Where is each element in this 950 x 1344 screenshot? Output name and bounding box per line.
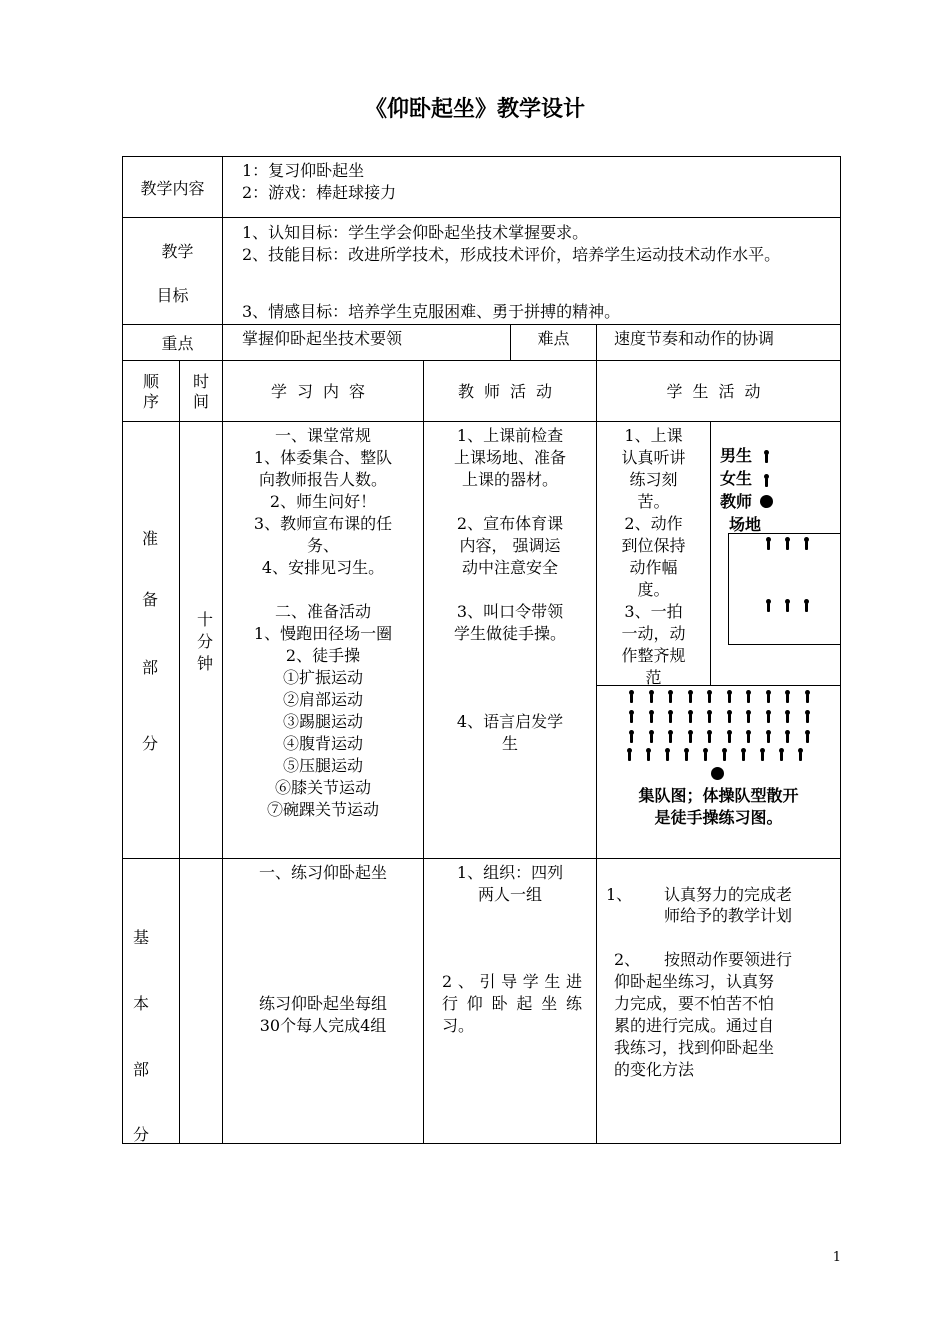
header-study: 学习内容 <box>270 382 375 401</box>
basic-teacher-organize: 1、组织：四列 两人一组 <box>456 863 564 904</box>
legend-field: 场地 <box>729 515 762 534</box>
basic-student-item2-line1: 按照动作要领进行 <box>664 950 793 969</box>
formation-caption: 集队图；体操队型散开 是徒手操练习图。 <box>638 786 799 827</box>
prep-study-content: 一、课堂常规 1、体委集合、整队 向教师报告人数。 2、师生问好！ 3、教师宣布课的任 务、 4、安排见习生。 二、准备活动 1、慢跑田径场一圈 2、徒手操 ①扩振运动 ②肩部运动 ③踢腿运动 ④腹背运动 ⑤压腿运动 ⑥膝关节运动 ⑦碗踝关节运动 <box>253 426 393 819</box>
basic-section-char: 分 <box>133 1125 150 1144</box>
header-time: 时 间 <box>192 372 209 411</box>
goal-item-2: 2、技能目标：改进所学技术，形成技术评价，培养学生运动技术动作水平。 <box>242 245 781 264</box>
difficulty-label: 难点 <box>537 329 570 348</box>
goal-item-1: 1、认知目标：学生学会仰卧起坐技术掌握要求。 <box>242 223 589 242</box>
prep-teacher-activity: 1、上课前检查 上课场地、准备 上课的器材。 2、宣布体育课 内容， 强调运 动中注意安全 3、叫口令带领 学生做徒手操。 4、语言启发学 生 <box>453 426 566 753</box>
basic-section-char: 基 <box>133 928 150 947</box>
basic-section-char: 部 <box>133 1060 150 1079</box>
header-order: 顺 序 <box>142 372 159 411</box>
goals-label-line2: 目标 <box>156 286 189 305</box>
prep-section-char: 分 <box>142 734 159 753</box>
goals-label-line1: 教学 <box>161 242 194 261</box>
basic-section-char: 本 <box>133 994 150 1013</box>
key-label: 重点 <box>161 334 194 353</box>
basic-teacher-guide: 2、引导学生进 行仰卧起坐练 习。 <box>442 972 582 1035</box>
teacher-position-icon <box>711 767 724 780</box>
field-box <box>728 533 840 645</box>
basic-student-item2-body: 仰卧起坐练习，认真努 力完成，要不怕苦不怕 累的进行完成。通过自 我练习，找到仰卧起坐 的变化方法 <box>614 972 775 1079</box>
basic-study-detail: 练习仰卧起坐每组 30个每人完成4组 <box>258 994 387 1035</box>
legend-boys: 男生 <box>720 446 753 465</box>
basic-study-title: 一、练习仰卧起坐 <box>258 863 387 882</box>
difficulty-value: 速度节奏和动作的协调 <box>614 329 775 348</box>
key-value: 掌握仰卧起坐技术要领 <box>242 329 403 348</box>
basic-student-item2-num: 2、 <box>614 950 641 969</box>
prep-time-char: 分 <box>197 632 214 651</box>
prep-time-char: 钟 <box>197 654 214 673</box>
header-student: 学生活动 <box>666 382 771 401</box>
content-item-2: 2：游戏：棒赶球接力 <box>242 183 397 202</box>
basic-student-item1-num: 1、 <box>606 885 633 904</box>
prep-section-char: 部 <box>142 658 159 677</box>
header-teacher: 教师活动 <box>457 382 562 401</box>
page-title: 《仰卧起坐》教学设计 <box>364 97 585 122</box>
page-number: 1 <box>832 1250 841 1265</box>
legend-teacher: 教师 <box>720 492 753 511</box>
content-item-1: 1：复习仰卧起坐 <box>242 161 365 180</box>
prep-section-char: 备 <box>142 590 159 609</box>
prep-student-activity: 1、上课 认真听讲 练习刻 苦。 2、动作 到位保持 动作幅 度。 3、一拍 一动，动 作整齐规 范 <box>621 426 686 687</box>
teacher-dot-icon <box>760 495 773 508</box>
prep-section-char: 准 <box>142 529 159 548</box>
content-label: 教学内容 <box>140 179 205 198</box>
basic-student-item1-line2: 师给予的教学计划 <box>664 906 793 925</box>
prep-time-char: 十 <box>197 610 214 629</box>
goal-item-3: 3、情感目标：培养学生克服困难、勇于拼搏的精神。 <box>242 302 621 321</box>
legend-girls: 女生 <box>720 469 753 488</box>
basic-student-item1-line1: 认真努力的完成老 <box>664 885 793 904</box>
